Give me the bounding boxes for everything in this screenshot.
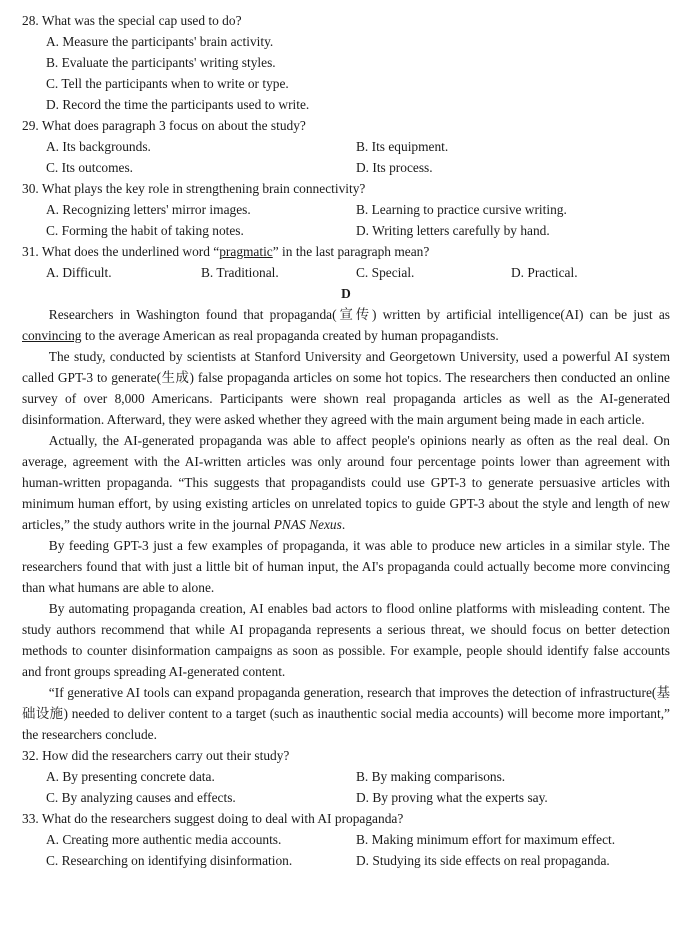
- option-c: C. Tell the participants when to write or type.: [46, 76, 289, 91]
- option-a: A. By presenting concrete data.: [46, 769, 215, 784]
- option-a: A. Creating more authentic media accounts.: [46, 832, 282, 847]
- question-stem: [22, 241, 670, 262]
- paragraph-2: The study, conducted by scientists at Stanford University and Georgetown University, used a powerful AI system called GPT-3 to generate(生成) false propaganda articles on some hot topics. The researchers then conducted an online survey of over 8,000 Americans. Participants were shown real propaganda articles as well as the AI-generated disinformation. Afterward, they were asked whether they agreed with the main argument being made in each article.: [22, 349, 670, 427]
- paragraph-1: [22, 304, 670, 346]
- question-stem: 29. What does paragraph 3 focus on about the study?: [22, 118, 306, 133]
- option-b: B. Traditional.: [201, 265, 279, 280]
- option-d: D. Studying its side effects on real propaganda.: [356, 853, 610, 868]
- option-c: C. By analyzing causes and effects.: [46, 790, 236, 805]
- option-d: D. Record the time the participants used to write.: [46, 97, 310, 112]
- option-b: B. By making comparisons.: [356, 769, 506, 784]
- option-d: D. Writing letters carefully by hand.: [356, 223, 550, 238]
- question-stem: 30. What plays the key role in strengthening brain connectivity?: [22, 181, 366, 196]
- options: [22, 136, 670, 178]
- underlined-word: convincing: [22, 328, 82, 343]
- question-28: [22, 10, 670, 115]
- options: [22, 199, 670, 241]
- question-32: [22, 745, 670, 808]
- option-d: D. Practical.: [511, 265, 578, 280]
- passage: [22, 304, 670, 745]
- option-c: C. Researching on identifying disinformation.: [46, 853, 293, 868]
- paragraph-text: to the average American as real propaganda created by human propagandists.: [81, 328, 499, 343]
- options: [22, 31, 670, 115]
- question-stem: 28. What was the special cap used to do?: [22, 13, 242, 28]
- option-a: A. Measure the participants' brain activity.: [46, 34, 274, 49]
- option-c: C. Forming the habit of taking notes.: [46, 223, 244, 238]
- paragraph-4: By feeding GPT-3 just a few examples of propaganda, it was able to produce new articles in a similar style. The researchers found that with just a little bit of human input, the AI's propaganda could actually become more convincing than what humans are able to alone.: [22, 538, 670, 595]
- question-stem: 33. What do the researchers suggest doing to deal with AI propaganda?: [22, 811, 404, 826]
- question-stem: 32. How did the researchers carry out their study?: [22, 748, 290, 763]
- option-b: B. Making minimum effort for maximum effect.: [356, 832, 616, 847]
- paragraph-6: “If generative AI tools can expand propaganda generation, research that improves the detection of infrastructure(基础设施) needed to deliver content to a target (such as inauthentic social media accounts) will become more important,” the researchers conclude.: [22, 685, 670, 742]
- option-b: B. Its equipment.: [356, 139, 449, 154]
- journal-name: PNAS Nexus: [273, 517, 342, 532]
- option-b: B. Evaluate the participants' writing styles.: [46, 55, 276, 70]
- options: [22, 766, 670, 808]
- question-31: [22, 241, 670, 283]
- option-b: B. Learning to practice cursive writing.: [356, 202, 567, 217]
- stem-text-pre: 31. What does the underlined word “: [22, 244, 220, 259]
- paragraph-3: [22, 430, 670, 535]
- option-c: C. Special.: [356, 265, 415, 280]
- option-a: A. Its backgrounds.: [46, 139, 151, 154]
- option-d: D. Its process.: [356, 160, 433, 175]
- option-a: A. Difficult.: [46, 265, 112, 280]
- question-30: [22, 178, 670, 241]
- paragraph-text: Actually, the AI-generated propaganda was able to affect people's opinions nearly as often as the real deal. On average, agreement with the AI-written articles was only around four percentage points lower than agreement with human-written propaganda. “This suggests that propagandists could use GPT-3 to generate persuasive articles with minimum human effort, by using existing articles on unrelated topics to guide GPT-3 about the style and length of new articles,” the study authors write in the journal: [22, 433, 670, 532]
- option-a: A. Recognizing letters' mirror images.: [46, 202, 251, 217]
- options: [22, 262, 670, 283]
- paragraph-text: .: [341, 517, 346, 532]
- section-heading: D: [341, 286, 351, 301]
- option-c: C. Its outcomes.: [46, 160, 134, 175]
- paragraph-text: Researchers in Washington found that propaganda(宣传) written by artificial intelligence(AI) can be just as: [48, 307, 670, 322]
- question-33: [22, 808, 670, 871]
- underlined-word: pragmatic: [219, 244, 273, 259]
- question-29: [22, 115, 670, 178]
- options: [22, 829, 670, 871]
- option-d: D. By proving what the experts say.: [356, 790, 548, 805]
- stem-text-post: ” in the last paragraph mean?: [272, 244, 430, 259]
- paragraph-5: By automating propaganda creation, AI enables bad actors to flood online platforms with misleading content. The study authors recommend that while AI propaganda represents a serious threat, we should focus on better detection methods to counter disinformation campaigns as soon as possible. For example, people should identify false accounts and front groups spreading AI-generated content.: [22, 601, 670, 679]
